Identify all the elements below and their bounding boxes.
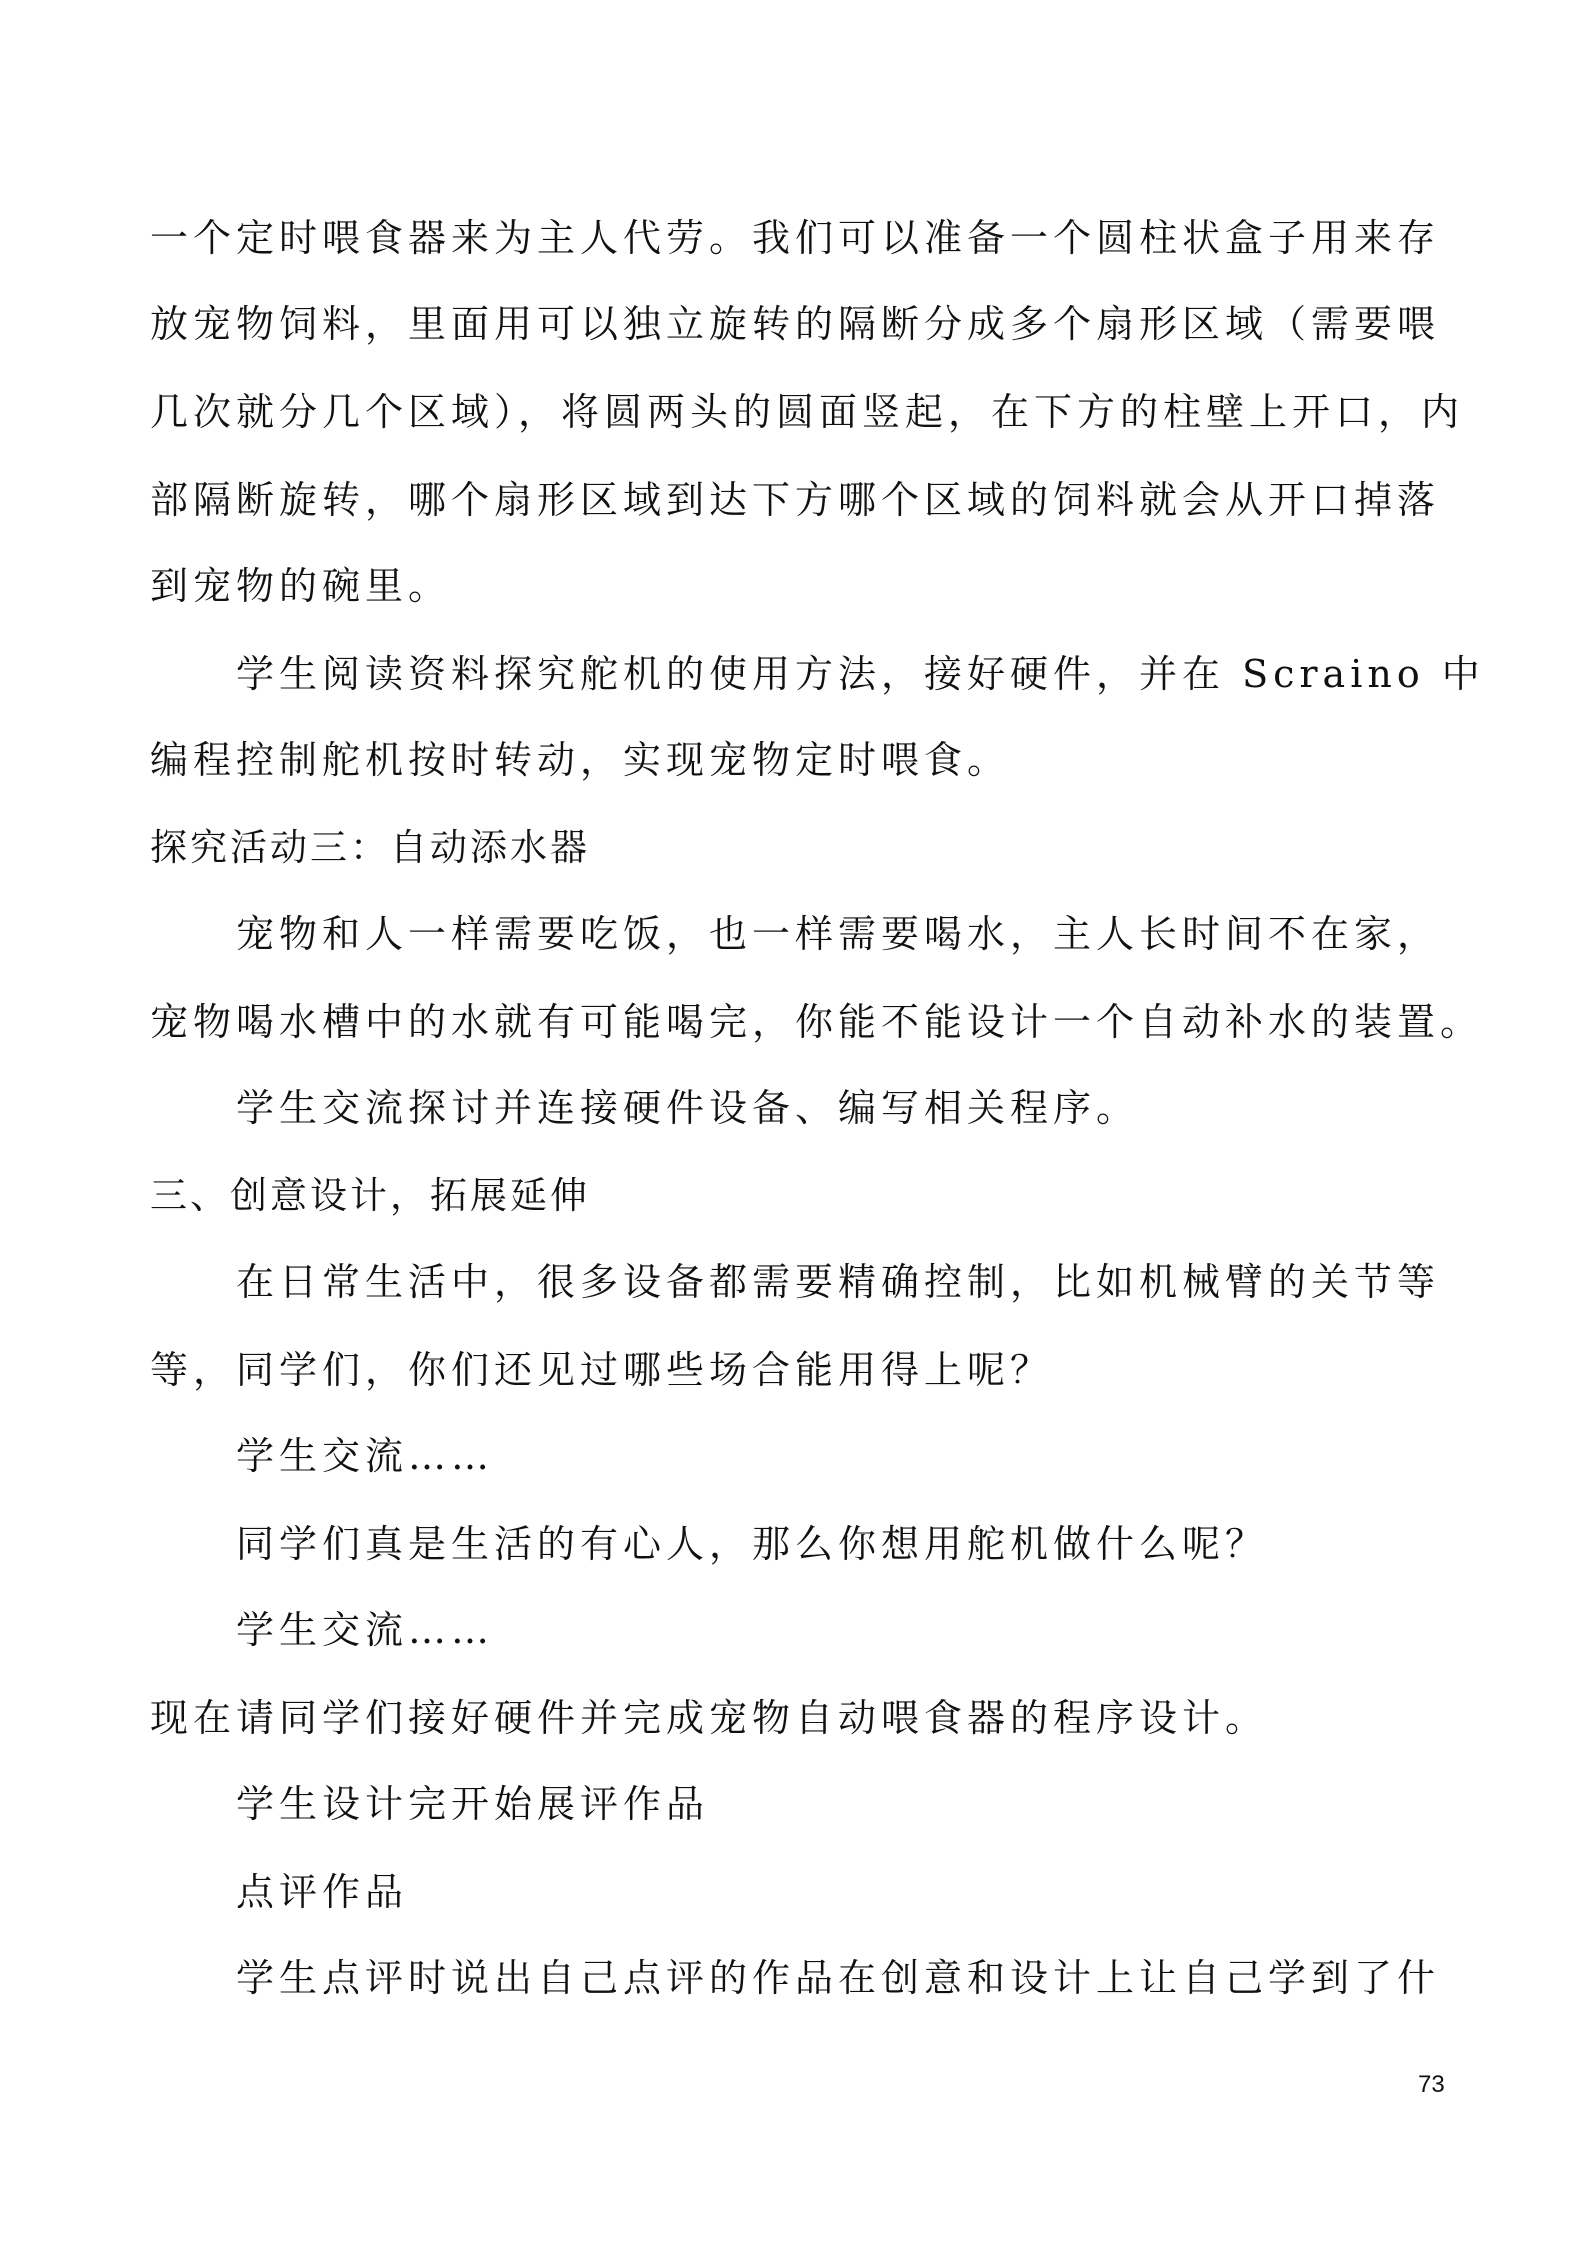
paragraph-line: 宠物喝水槽中的水就有可能喝完，你能不能设计一个自动补水的装置。: [150, 1000, 1484, 1044]
paragraph-line: 编程控制舵机按时转动，实现宠物定时喂食。: [150, 738, 1011, 782]
paragraph-line: 点评作品: [236, 1870, 409, 1914]
paragraph-line: 几次就分几个区域），将圆两头的圆面竖起，在下方的柱壁上开口，内: [150, 390, 1465, 434]
paragraph-line: 现在请同学们接好硬件并完成宠物自动喂食器的程序设计。: [150, 1696, 1269, 1740]
paragraph-line: 等，同学们，你们还见过哪些场合能用得上呢？: [150, 1348, 1054, 1392]
paragraph-line: 一个定时喂食器来为主人代劳。我们可以准备一个圆柱状盒子用来存: [150, 216, 1441, 260]
paragraph-line: 学生点评时说出自己点评的作品在创意和设计上让自己学到了什: [236, 1956, 1441, 2000]
paragraph-line: 学生设计完开始展评作品: [236, 1782, 710, 1826]
paragraph-line: 放宠物饲料，里面用可以独立旋转的隔断分成多个扇形区域（需要喂: [150, 302, 1441, 346]
paragraph-line: 学生阅读资料探究舵机的使用方法，接好硬件，并在 Scraino 中: [236, 652, 1485, 696]
paragraph-line: 在日常生活中，很多设备都需要精确控制，比如机械臂的关节等: [236, 1260, 1441, 1304]
paragraph-line: 宠物和人一样需要吃饭，也一样需要喝水，主人长时间不在家，: [236, 912, 1441, 956]
paragraph-line: 学生交流……: [236, 1608, 495, 1652]
page-number: 73: [1418, 2071, 1445, 2098]
paragraph-line: 到宠物的碗里。: [150, 564, 452, 608]
paragraph-line: 部隔断旋转，哪个扇形区域到达下方哪个区域的饲料就会从开口掉落: [150, 478, 1441, 522]
paragraph-line: 同学们真是生活的有心人，那么你想用舵机做什么呢？: [236, 1522, 1269, 1566]
paragraph-line: 学生交流探讨并连接硬件设备、编写相关程序。: [236, 1086, 1140, 1130]
section-heading: 三、创意设计，拓展延伸: [150, 1174, 590, 1217]
paragraph-line: 学生交流……: [236, 1434, 495, 1478]
activity-heading: 探究活动三：自动添水器: [150, 826, 590, 869]
